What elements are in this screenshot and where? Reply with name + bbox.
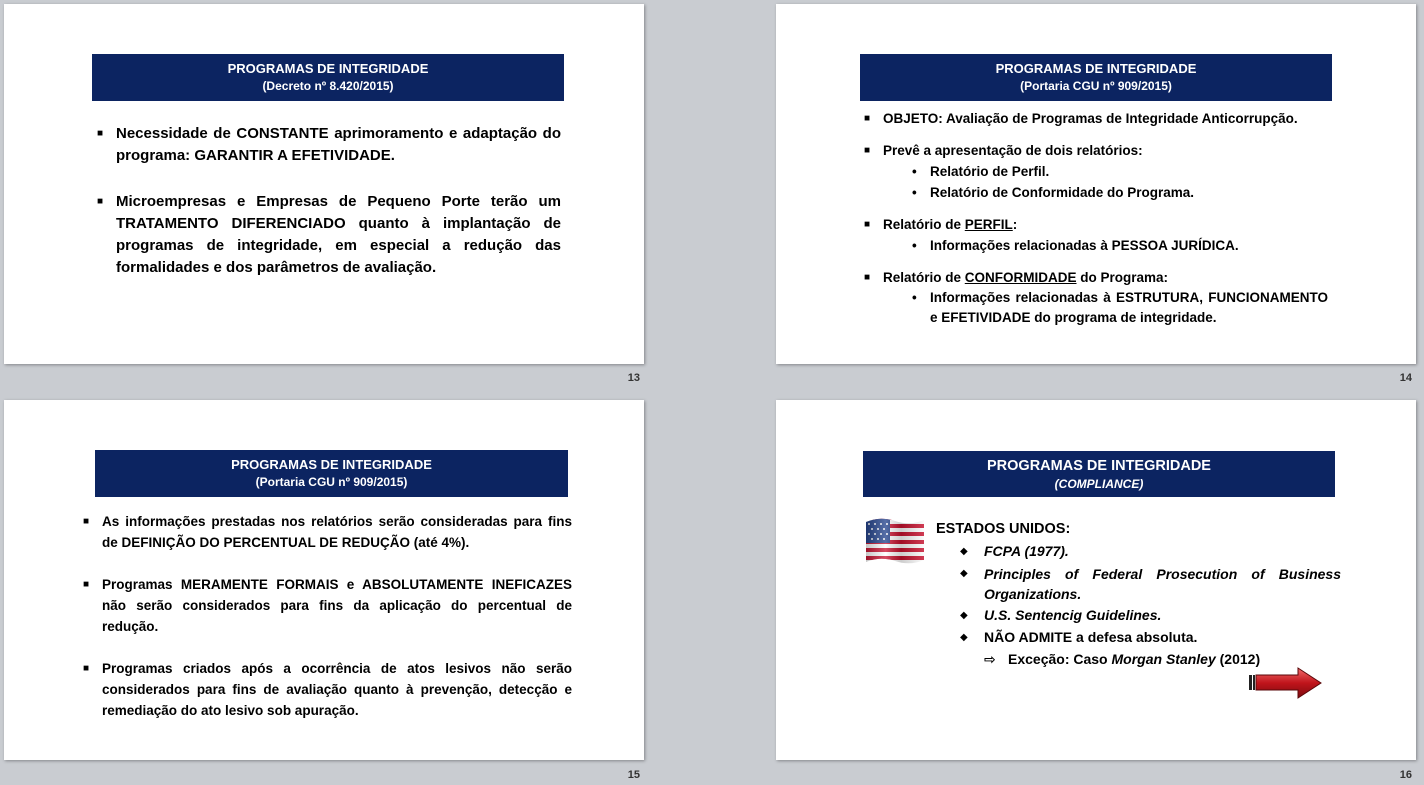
list-item: ◆ Principles of Federal Prosecution of Business Organizations.	[960, 566, 1341, 602]
square-bullet-icon: ■	[864, 272, 871, 283]
dot-bullet-icon: •	[912, 164, 917, 179]
sub-bullet-item: • Relatório de Perfil.	[912, 161, 1328, 182]
slide-14[interactable]	[776, 4, 1416, 364]
bullet-item: ■ Relatório de PERFIL:	[864, 214, 1328, 235]
bullet-item: ■ Programas criados após a ocorrência de atos lesivos não serão considerados para fins de avaliação quanto à prevenção, detecção e remediação do ato lesivo sob apuração.	[83, 658, 572, 721]
bullet-item: ■ Programas MERAMENTE FORMAIS e ABSOLUTAMENTE INEFICAZES não serão considerados para fins da aplicação do percentual de redução.	[83, 574, 572, 637]
bullet-item: ■ Relatório de CONFORMIDADE do Programa:	[864, 267, 1328, 288]
slide-subtitle: (COMPLIANCE)	[1054, 477, 1144, 491]
diamond-bullet-icon: ◆	[960, 632, 968, 643]
slide-title-box	[95, 450, 568, 497]
square-bullet-icon: ■	[83, 579, 90, 590]
slide-title-box	[860, 54, 1332, 101]
sub-bullet-item: • Informações relacionadas à ESTRUTURA, FUNCIONAMENTO e EFETIVIDADE do programa de integridade.	[912, 290, 1328, 325]
bullet-item: ■ As informações prestadas nos relatórios serão consideradas para fins de DEFINIÇÃO DO PERCENTUAL DE REDUÇÃO (até 4%).	[83, 511, 572, 553]
square-bullet-icon: ■	[864, 145, 871, 156]
sub-bullet-item: • Relatório de Conformidade do Programa.	[912, 182, 1328, 203]
slide-title: PROGRAMAS DE INTEGRIDADE	[995, 61, 1197, 76]
slide-content	[97, 123, 561, 279]
slide-title: PROGRAMAS DE INTEGRIDADE	[231, 457, 432, 472]
slide-15[interactable]	[4, 400, 644, 760]
square-bullet-icon: ■	[83, 516, 90, 527]
slide-content	[83, 511, 572, 721]
dot-bullet-icon: •	[912, 185, 917, 200]
dot-bullet-icon: •	[912, 238, 917, 253]
bullet-item: ■ Necessidade de CONSTANTE aprimoramento e adaptação do programa: GARANTIR A EFETIVIDADE.	[97, 125, 561, 164]
slide-subtitle: (Decreto nº 8.420/2015)	[262, 79, 394, 93]
diamond-bullet-icon: ◆	[960, 568, 968, 579]
slide-13[interactable]	[4, 4, 644, 364]
diamond-bullet-icon: ◆	[960, 546, 968, 557]
slide-number: 16	[1399, 769, 1412, 781]
section-heading: ESTADOS UNIDOS:	[936, 521, 1071, 537]
exception-item: ⇨ Exceção: Caso Morgan Stanley (2012)	[960, 649, 1341, 670]
sub-bullet-item: • Informações relacionadas à PESSOA JURÍDICA.	[912, 235, 1328, 256]
square-bullet-icon: ■	[864, 113, 871, 124]
slide-subtitle: (Portaria CGU nº 909/2015)	[1020, 79, 1172, 93]
diamond-bullet-icon: ◆	[960, 610, 968, 621]
outline-arrow-icon: ⇨	[984, 651, 996, 667]
square-bullet-icon: ■	[97, 196, 104, 207]
slide-title: PROGRAMAS DE INTEGRIDADE	[227, 61, 429, 76]
square-bullet-icon: ■	[97, 128, 104, 139]
dot-bullet-icon: •	[912, 290, 917, 305]
slide-16[interactable]	[776, 400, 1416, 760]
slide-number: 15	[627, 769, 640, 781]
slide-content	[936, 519, 1341, 670]
bullet-item: ■ Microempresas e Empresas de Pequeno Porte terão um TRATAMENTO DIFERENCIADO quanto à implantação de programas de integridade, em especial a redução das formalidades e dos parâmetros de avaliação.	[97, 193, 561, 276]
bullet-item: ■ OBJETO: Avaliação de Programas de Integridade Anticorrupção.	[864, 108, 1328, 129]
square-bullet-icon: ■	[83, 663, 90, 674]
slide-subtitle: (Portaria CGU nº 909/2015)	[255, 475, 408, 489]
us-flag-icon	[864, 516, 926, 571]
slide-title-box	[92, 54, 564, 101]
slide-title: PROGRAMAS DE INTEGRIDADE	[987, 458, 1211, 474]
square-bullet-icon: ■	[864, 219, 871, 230]
bullet-item: ■ Prevê a apresentação de dois relatórios:	[864, 140, 1328, 161]
list-item: ◆ U.S. Sentencig Guidelines.	[960, 605, 1341, 626]
red-arrow-icon[interactable]	[1248, 666, 1324, 705]
slide-number: 14	[1399, 372, 1412, 384]
list-item: ◆ FCPA (1977).	[960, 541, 1341, 562]
list-item: ◆ NÃO ADMITE a defesa absoluta.	[960, 627, 1341, 648]
slide-content	[864, 108, 1328, 328]
slide-title-box	[863, 451, 1335, 497]
slide-number: 13	[627, 372, 640, 384]
